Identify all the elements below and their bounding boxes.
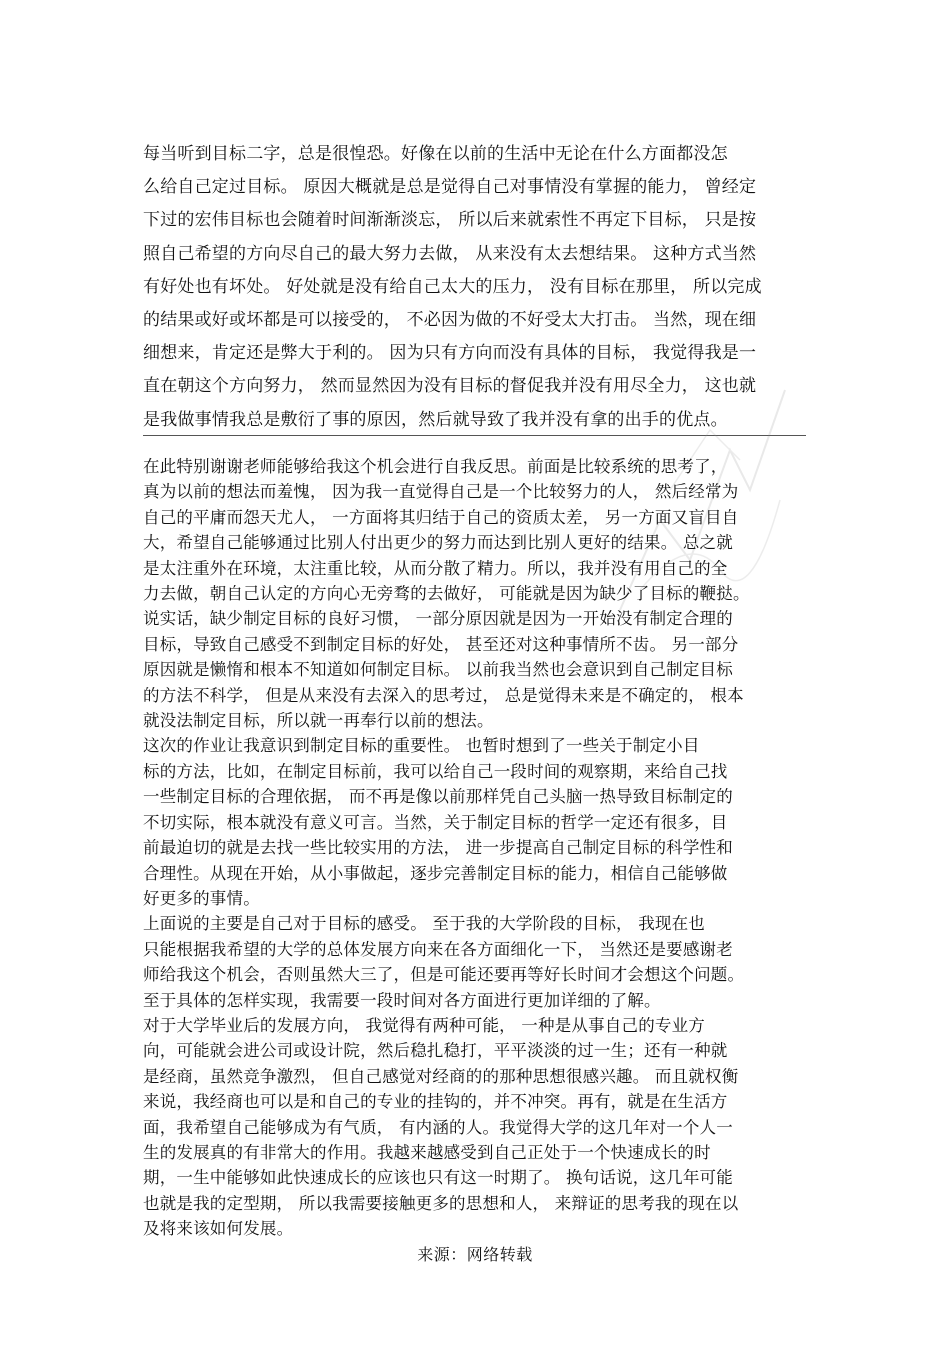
text-line: 目标，导致自己感受不到制定目标的好处， 甚至还对这种事情所不齿。 另一部分 (143, 634, 739, 654)
text-line: 大，希望自己能够通过比别人付出更少的努力而达到比别人更好的结果。 总之就 (143, 533, 733, 553)
text-line: 标的方法，比如，在制定目标前，我可以给自己一段时间的观察期，来给自己找 (143, 761, 728, 781)
text-line: 上面说的主要是自己对于目标的感受。 至于我的大学阶段的目标， 我现在也 (143, 914, 705, 934)
text-line: 是太注重外在环境，太注重比较，从而分散了精力。所以，我并没有用自己的全 (143, 558, 728, 578)
text-line: 这次的作业让我意识到制定目标的重要性。 也暂时想到了一些关于制定小目 (143, 736, 700, 756)
text-line: 下过的宏伟目标也会随着时间渐渐淡忘， 所以后来就索性不再定下目标， 只是按 (143, 210, 757, 231)
text-line: 原因就是懒惰和根本不知道如何制定目标。 以前我当然也会意识到自己制定目标 (143, 660, 733, 680)
text-line: 一些制定目标的合理依据， 而不再是像以前那样凭自己头脑一热导致目标制定的 (143, 787, 733, 807)
text-line: 照自己希望的方向尽自己的最大努力去做， 从来没有太去想结果。 这种方式当然 (143, 243, 757, 264)
text-line: 有好处也有坏处。 好处就是没有给自己太大的压力， 没有目标在那里， 所以完成 (143, 276, 762, 297)
text-line: 的结果或好或坏都是可以接受的， 不必因为做的不好受太大打击。 当然，现在细 (143, 310, 757, 331)
text-line: 至于具体的怎样实现，我需要一段时间对各方面进行更加详细的了解。 (143, 990, 661, 1010)
text-line: 前最迫切的就是去找一些比较实用的方法， 进一步提高自己制定目标的科学性和 (143, 838, 733, 858)
text-line: 也就是我的定型期， 所以我需要接触更多的思想和人， 来辩证的思考我的现在以 (143, 1193, 739, 1213)
text-line: 每当听到目标二字，总是很惶恐。好像在以前的生活中无论在什么方面都没怎 (143, 144, 728, 164)
text-line: 好更多的事情。 (143, 888, 260, 908)
source-credit: 来源：网络转载 (417, 1245, 533, 1264)
reflection-body (143, 454, 823, 1242)
text-line: 在此特别谢谢老师能够给我这个机会进行自我反思。前面是比较系统的思考了， (143, 457, 728, 476)
text-line: 直在朝这个方向努力， 然而显然因为没有目标的督促我并没有用尽全力， 这也就 (143, 376, 757, 397)
text-line: 就没法制定目标，所以就一再奉行以前的想法。 (143, 711, 494, 731)
text-line: 期，一生中能够如此快速成长的应该也只有这一时期了。 换句话说，这几年可能 (143, 1168, 733, 1188)
text-line: 真为以前的想法而羞愧， 因为我一直觉得自己是一个比较努力的人， 然后经常为 (143, 482, 739, 502)
text-line: 么给自己定过目标。 原因大概就是总是觉得自己对事情没有掌握的能力， 曾经定 (143, 177, 757, 198)
text-line: 力去做，朝自己认定的方向心无旁骛的去做好， 可能就是因为缺少了目标的鞭挞。 (143, 584, 750, 604)
text-line: 只能根据我希望的大学的总体发展方向来在各方面细化一下， 当然还是要感谢老 (143, 939, 733, 959)
text-line: 自己的平庸而怨天尤人， 一方面将其归结于自己的资质太差， 另一方面又盲目自 (143, 507, 739, 527)
text-line: 不切实际，根本就没有意义可言。当然，关于制定目标的哲学一定还有很多，目 (143, 812, 728, 832)
text-line: 及将来该如何发展。 (143, 1219, 294, 1239)
text-line: 来说，我经商也可以是和自己的专业的挂钩的，并不冲突。再有，就是在生活方 (143, 1092, 728, 1112)
text-line: 细想来，肯定还是弊大于利的。 因为只有方向而没有具体的目标， 我觉得我是一 (143, 343, 757, 364)
text-line: 对于大学毕业后的发展方向， 我觉得有两种可能， 一种是从事自己的专业方 (143, 1015, 705, 1035)
text-line: 生的发展真的有非常大的作用。我越来越感受到自己正处于一个快速成长的时 (143, 1142, 711, 1162)
text-line: 是经商，虽然竞争激烈， 但自己感觉对经商的的那种思想很感兴趣。 而且就权衡 (143, 1066, 739, 1086)
text-line: 面，我希望自己能够成为有气质， 有内涵的人。我觉得大学的这几年对一个人一 (143, 1117, 733, 1137)
text-line: 向，可能就会进公司或设计院，然后稳扎稳打，平平淡淡的过一生；还有一种就 (143, 1041, 728, 1061)
text-line: 说实话，缺少制定目标的良好习惯， 一部分原因就是因为一开始没有制定合理的 (143, 609, 733, 629)
text-line: 是我做事情我总是敷衍了事的原因，然后就导致了我并没有拿的出手的优点。 (143, 409, 728, 430)
text-line: 的方法不科学， 但是从来没有去深入的思考过， 总是觉得未来是不确定的， 根本 (143, 685, 744, 705)
text-line: 师给我这个机会，否则虽然大三了，但是可能还要再等好长时间才会想这个问题。 (143, 965, 745, 985)
text-line: 合理性。从现在开始，从小事做起，逐步完善制定目标的能力，相信自己能够做 (143, 863, 728, 883)
